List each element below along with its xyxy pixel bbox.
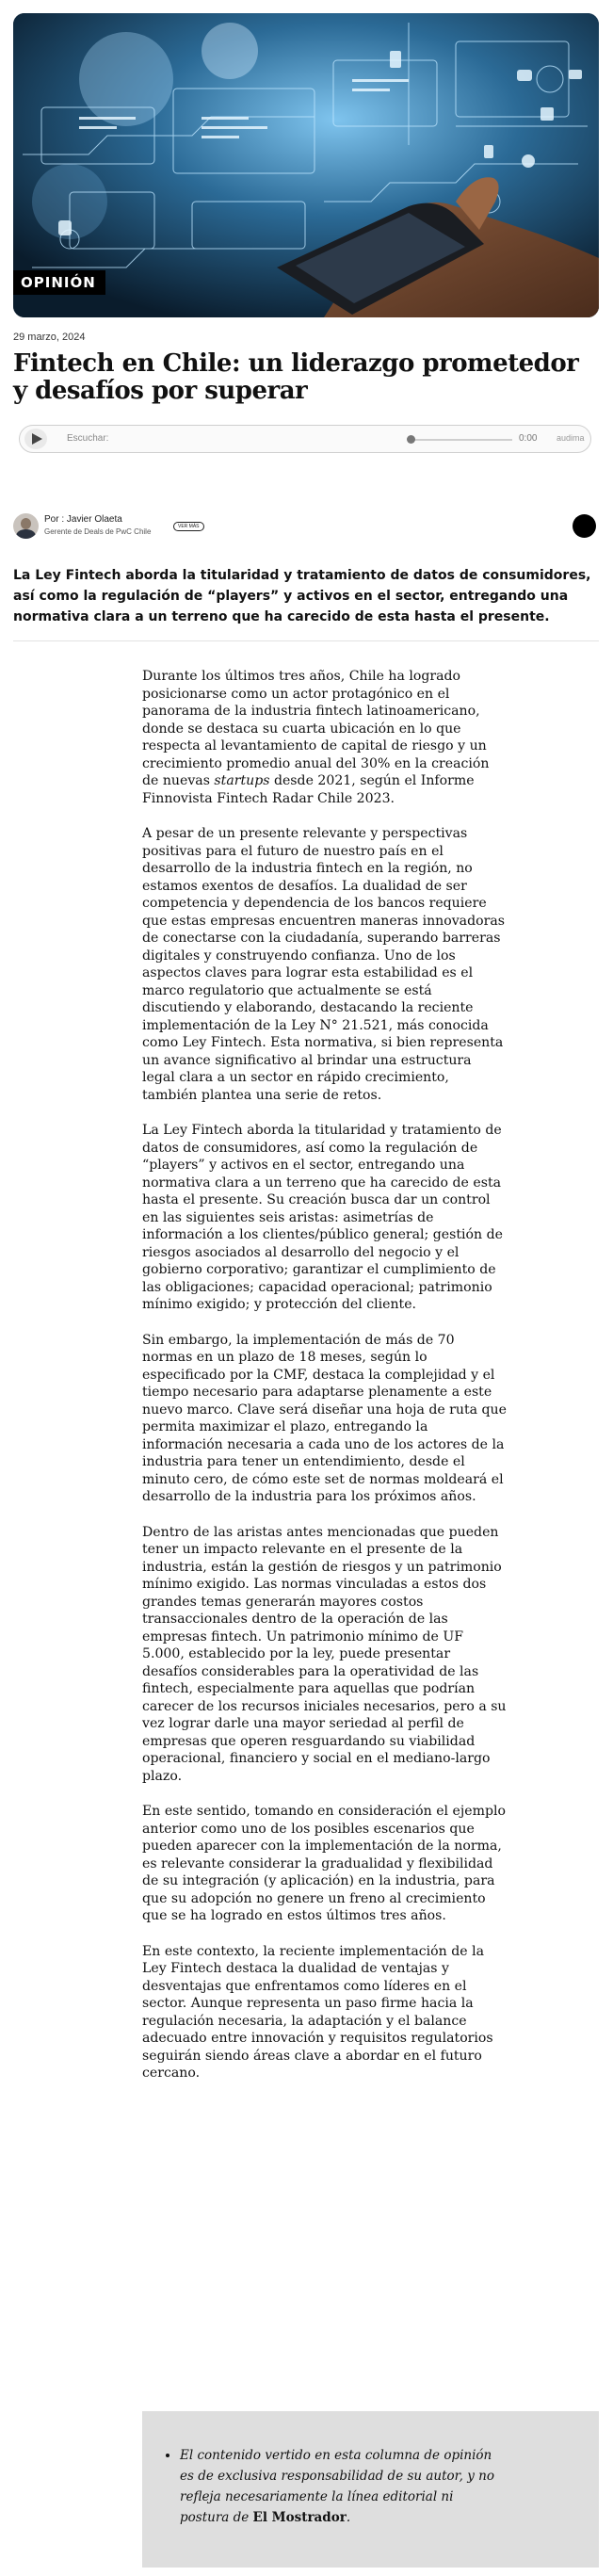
author-block: [13, 513, 599, 542]
body-paragraph: Dentro de las aristas antes mencionadas que pueden tener un impacto relevante en el presente de la industria, están la gestión de riesgos y un patrimonio mínimo exigido. Las normas vinculadas a estos dos grandes temas generarán mayores costos transaccionales dentro de la operación de las empresas fintech. Un patrimonio mínimo de UF 5.000, establecido por la ley, puede presentar desafíos considerables para la operatividad de las fintech, especialmente para aquellas que podrían carecer de los recursos iniciales necesarios, pero a su vez lograr darle una mayor seriedad al perfil de empresas que operen resguardando su viabilidad operacional, financiero y social en el mediano-largo plazo.: [142, 1524, 507, 1784]
body-paragraph: Durante los últimos tres años, Chile ha logrado posicionarse como un actor protagónico en el panorama de la industria fintech latinoamericano, donde se destaca su cuarta ubicación en lo que respecta al levantamiento de capital de riesgo y un crecimiento promedio anual del 30% en la creación de nuevas startups desde 2021, según el Informe Finnovista Fintech Radar Chile 2023.: [142, 669, 490, 806]
author-byline[interactable]: Por : Javier Olaeta: [44, 514, 122, 525]
audio-progress-track[interactable]: [409, 439, 512, 441]
body-paragraph: En este sentido, tomando en consideración el ejemplo anterior como uno de los posibles escenarios que pueden aparecer con la implementación de la norma, es relevante considerar la gradualidad y flexibilidad de su integración (y aplicación) en la industria, para que su adopción no genere un freno al crecimiento que se ha logrado en estos últimos tres años.: [142, 1804, 506, 1923]
audio-time: 0:00: [519, 433, 538, 444]
play-icon[interactable]: [24, 429, 47, 449]
author-role: Gerente de Deals de PwC Chile: [44, 527, 152, 536]
author-avatar[interactable]: [13, 513, 39, 539]
body-paragraph: A pesar de un presente relevante y perspectivas positivas para el futuro de nuestro país en el desarrollo de la industria fintech en la región, no estamos exentos de desafíos. La dualidad de ser competencia y dependencia de los bancos requiere que estas empresas encuentren maneras innovadoras de conectarse con la ciudadanía, superando barreras digitales y construyendo confianza. Uno de los aspectos claves para lograr esta estabilidad es el marco regulatorio que actualmente se está discutiendo y elaborando, destacando la reciente implementación de la Ley N° 21.521, más conocida como Ley Fintech. Esta normativa, si bien representa un avance significativo al brindar una estructura legal clara a un sector en rápido crecimiento, también plantea una serie de retos.: [142, 826, 505, 1103]
disclaimer-box: [142, 2411, 599, 2568]
article-date: 29 marzo, 2024: [13, 332, 86, 343]
audio-player: [19, 425, 591, 453]
article-body: [142, 668, 508, 2100]
disclaimer-text: • El contenido vertido en esta columna de opinión es de exclusiva responsabilidad de su autor, y no refleja necesariamente la línea editorial ni postura de El Mostrador.: [180, 2445, 495, 2528]
publication-name: El Mostrador: [252, 2510, 347, 2525]
opinion-tag[interactable]: OPINIÓN: [13, 270, 105, 295]
hero-image: [13, 13, 599, 317]
share-icon[interactable]: [573, 514, 596, 538]
body-paragraph: En este contexto, la reciente implementación de la Ley Fintech destaca la dualidad de ventajas y desventajas que enfrentamos como líderes en el sector. Aunque representa un paso firme hacia la regulación necesaria, la adaptación y el balance adecuado entre innovación y requisitos regulatorios seguirán siendo áreas clave a abordar en el futuro cercano.: [142, 1943, 493, 2081]
emphasis-startups: startups: [214, 773, 270, 788]
audio-brand[interactable]: audima: [557, 433, 585, 443]
divider: [13, 640, 599, 641]
author-more-button[interactable]: VER MÁS: [173, 522, 204, 531]
listen-label: Escuchar:: [67, 433, 109, 444]
body-paragraph: Sin embargo, la implementación de más de 70 normas en un plazo de 18 meses, según lo especificado por la CMF, destaca la complejidad y el tiempo necesario para adaptarse plenamente a este nuevo marco. Clave será diseñar una hoja de ruta que permita maximizar el plazo, entregando la información necesaria a cada uno de los actores de la industria para tener un entendimiento, desde el minuto cero, de cómo este set de normas moldeará el desarrollo de la industria para los próximos años.: [142, 1332, 507, 1504]
article-lead: La Ley Fintech aborda la titularidad y tratamiento de datos de consumidores, así como la regulación de “players” y activos en el sector, entregando una normativa clara a un terreno que ha carecido de esta hasta el presente.: [13, 568, 591, 624]
body-paragraph: La Ley Fintech aborda la titularidad y tratamiento de datos de consumidores, así como la regulación de “players” y activos en el sector, entregando una normativa clara a un terreno que ha carecido de esta hasta el presente. Su creación busca dar un control en las siguientes seis aristas: asimetrías de información a los clientes/público general; gestión de riesgos asociados al desarrollo del negocio y el gobierno corporativo; garantizar el cumplimiento de las obligaciones; capacidad operacional; patrimonio mínimo exigido; y protección del cliente.: [142, 1123, 503, 1312]
article-title: Fintech en Chile: un liderazgo prometedor y desafíos por superar: [13, 349, 579, 405]
audio-progress-knob[interactable]: [407, 435, 415, 444]
